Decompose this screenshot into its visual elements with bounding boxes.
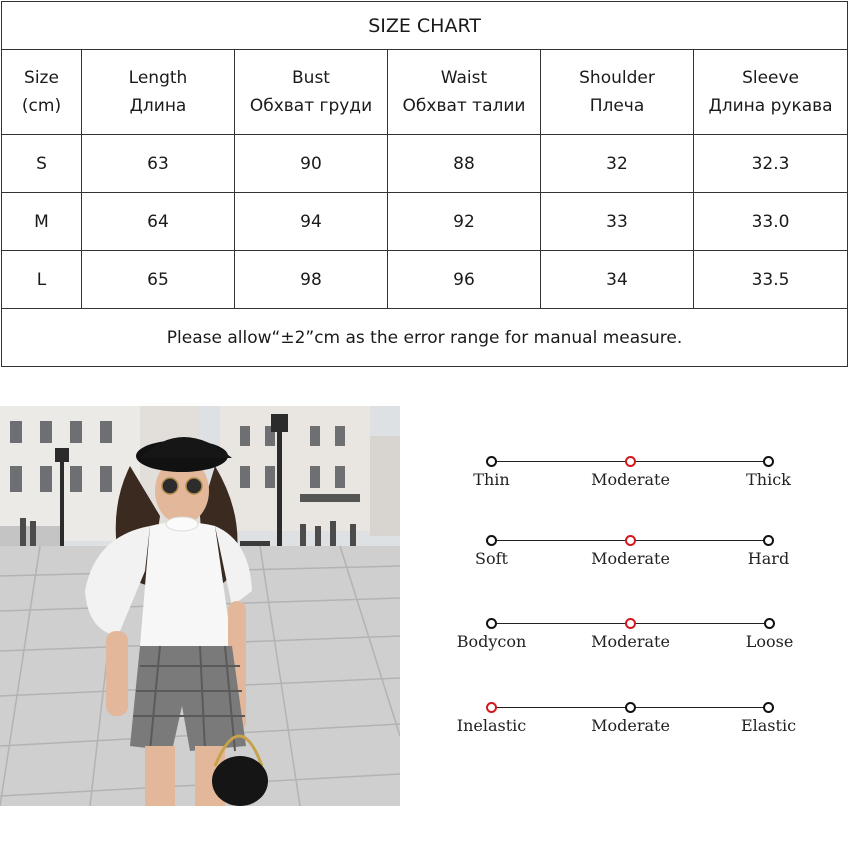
scale-label-right: Loose xyxy=(745,632,794,651)
size-chart-header-row xyxy=(2,50,848,135)
scale-label-left: Bodycon xyxy=(456,632,527,651)
table-cell: 96 xyxy=(388,251,541,309)
table-cell: 90 xyxy=(235,135,388,193)
scale-label-middle: Moderate xyxy=(591,549,670,568)
size-chart-note-row xyxy=(2,309,848,367)
header-bust-ru: Обхват груди xyxy=(249,96,373,116)
header-bust-en: Bust xyxy=(292,68,330,88)
table-cell: 32.3 xyxy=(694,135,848,193)
scale-label-left: Soft xyxy=(475,549,508,568)
header-length-ru: Длина xyxy=(129,96,187,116)
header-waist-ru: Обхват талии xyxy=(402,96,526,116)
scale-dot xyxy=(763,702,774,713)
table-cell: 33 xyxy=(541,193,694,251)
table-row-m xyxy=(2,193,848,251)
table-cell: 98 xyxy=(235,251,388,309)
table-cell: 33.0 xyxy=(694,193,848,251)
header-sleeve xyxy=(694,50,848,135)
scale-dot xyxy=(486,618,497,629)
header-length-en: Length xyxy=(128,68,188,88)
table-cell: 33.5 xyxy=(694,251,848,309)
scale-label-right: Elastic xyxy=(740,716,797,735)
header-bust xyxy=(235,50,388,135)
scale-dot xyxy=(763,456,774,467)
table-cell: 63 xyxy=(82,135,235,193)
header-size xyxy=(2,50,82,135)
scale-row xyxy=(440,618,810,658)
header-shoulder xyxy=(541,50,694,135)
scale-label-left: Inelastic xyxy=(456,716,527,735)
table-cell: 65 xyxy=(82,251,235,309)
header-shoulder-ru: Плеча xyxy=(589,96,645,116)
table-cell: S xyxy=(2,135,82,193)
table-cell: 92 xyxy=(388,193,541,251)
table-cell: 34 xyxy=(541,251,694,309)
header-sleeve-ru: Длина рукава xyxy=(708,96,833,116)
header-size-en: Size xyxy=(24,68,59,88)
table-cell: 64 xyxy=(82,193,235,251)
scale-dot xyxy=(763,535,774,546)
table-cell: 88 xyxy=(388,135,541,193)
product-photo xyxy=(0,406,400,806)
scale-row xyxy=(440,456,810,496)
header-shoulder-en: Shoulder xyxy=(579,68,655,88)
scale-dot-selected xyxy=(625,535,636,546)
measurement-note: Please allow“±2”cm as the error range for manual measure. xyxy=(2,309,848,367)
size-chart-title-row xyxy=(2,2,848,50)
scale-dot xyxy=(486,535,497,546)
scale-label-middle: Moderate xyxy=(591,716,670,735)
table-cell: L xyxy=(2,251,82,309)
table-cell: 32 xyxy=(541,135,694,193)
scale-label-middle: Moderate xyxy=(591,470,670,489)
scale-label-right: Thick xyxy=(746,470,791,489)
scale-dot xyxy=(486,456,497,467)
header-waist-en: Waist xyxy=(440,68,488,88)
scale-dot xyxy=(764,618,775,629)
scale-dot-selected xyxy=(625,456,636,467)
scale-label-left: Thin xyxy=(473,470,510,489)
header-length xyxy=(82,50,235,135)
scale-label-right: Hard xyxy=(747,549,790,568)
scale-dot-selected xyxy=(486,702,497,713)
scale-label-middle: Moderate xyxy=(591,632,670,651)
scale-dot xyxy=(625,702,636,713)
scale-dot-selected xyxy=(625,618,636,629)
table-row-l xyxy=(2,251,848,309)
header-size-ru: (cm) xyxy=(21,96,62,116)
table-row-s xyxy=(2,135,848,193)
header-sleeve-en: Sleeve xyxy=(742,68,800,88)
table-cell: M xyxy=(2,193,82,251)
size-chart-title: SIZE CHART xyxy=(2,2,848,50)
scale-row xyxy=(440,535,810,575)
scale-row xyxy=(440,702,810,742)
model-photo-illustration xyxy=(0,406,400,806)
table-cell: 94 xyxy=(235,193,388,251)
size-chart-table xyxy=(1,1,848,367)
header-waist xyxy=(388,50,541,135)
